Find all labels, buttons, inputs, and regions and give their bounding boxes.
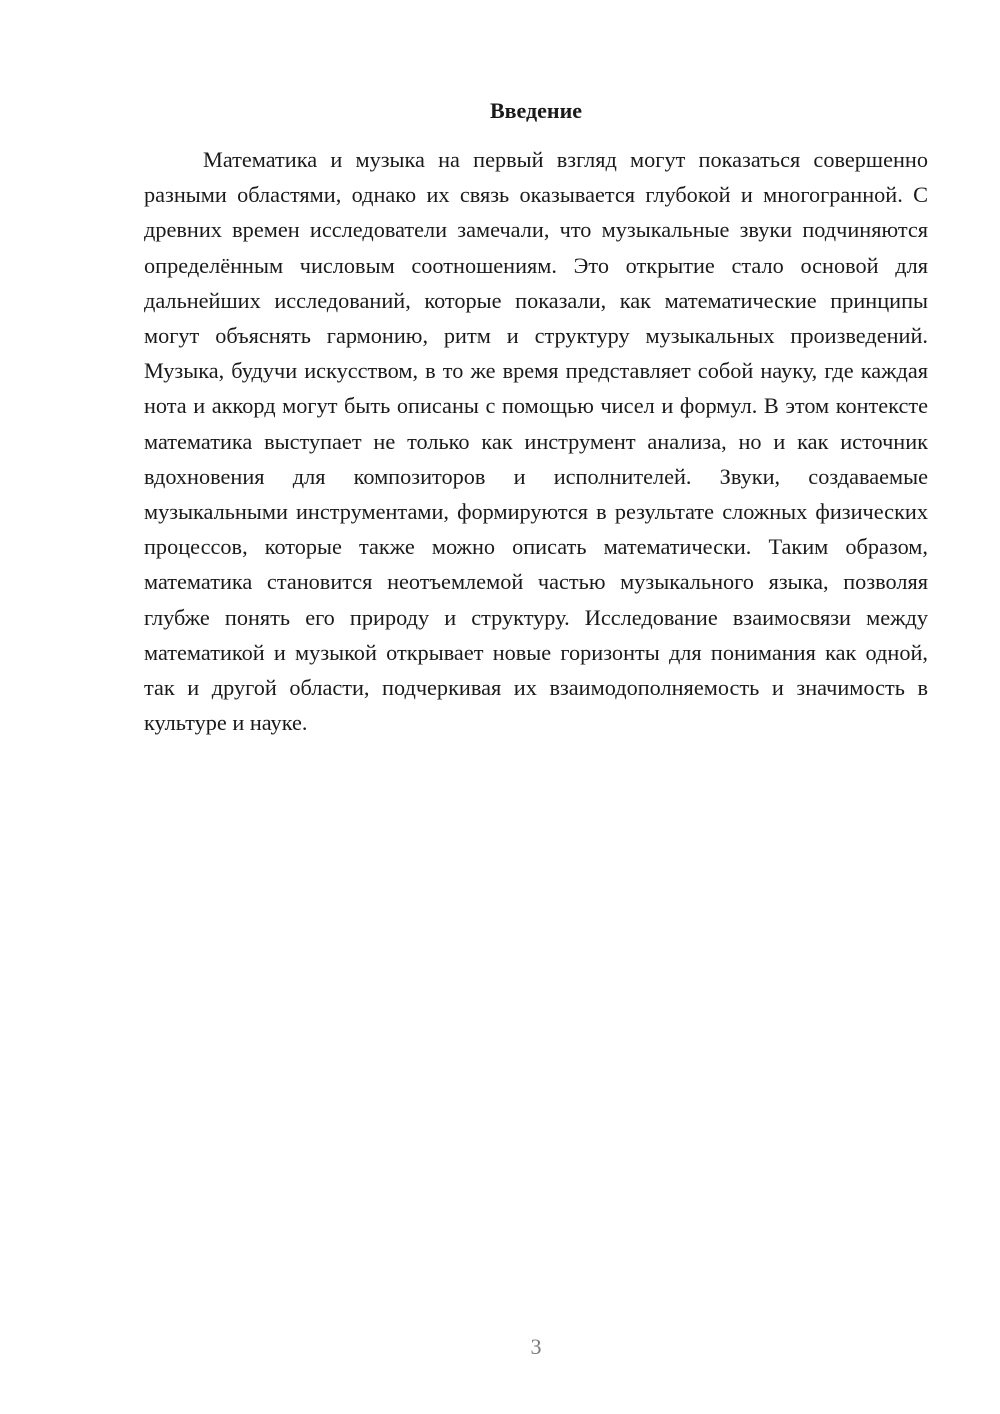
section-heading: Введение	[489, 98, 583, 123]
page-number: 3	[530, 1334, 542, 1359]
body-paragraph: Математика и музыка на первый взгляд могут показаться совершенно разными областями, однако их связь оказывается глубокой и многогранной. С древних времен исследователи замечали, что музыкальные звуки подчиняются определённым числовым соотношениям. Это открытие стало основой для дальнейших исследований, которые показали, как математические принципы могут объяснять гармонию, ритм и структуру музыкальных произведений. Музыка, будучи искусством, в то же время представляет собой науку, где каждая нота и аккорд могут быть описаны с помощью чисел и формул. В этом контексте математика выступает не только как инструмент анализа, но и как источник вдохновения для композиторов и исполнителей. Звуки, создаваемые музыкальными инструментами, формируются в результате сложных физических процессов, которые также можно описать математически. Таким образом, математика становится неотъемлемой частью музыкального языка, позволяя глубже понять его природу и структуру. Исследование взаимосвязи между математикой и музыкой открывает новые горизонты для понимания как одной, так и другой области, подчеркивая их взаимодополняемость и значимость в культуре и науке.	[144, 147, 928, 736]
